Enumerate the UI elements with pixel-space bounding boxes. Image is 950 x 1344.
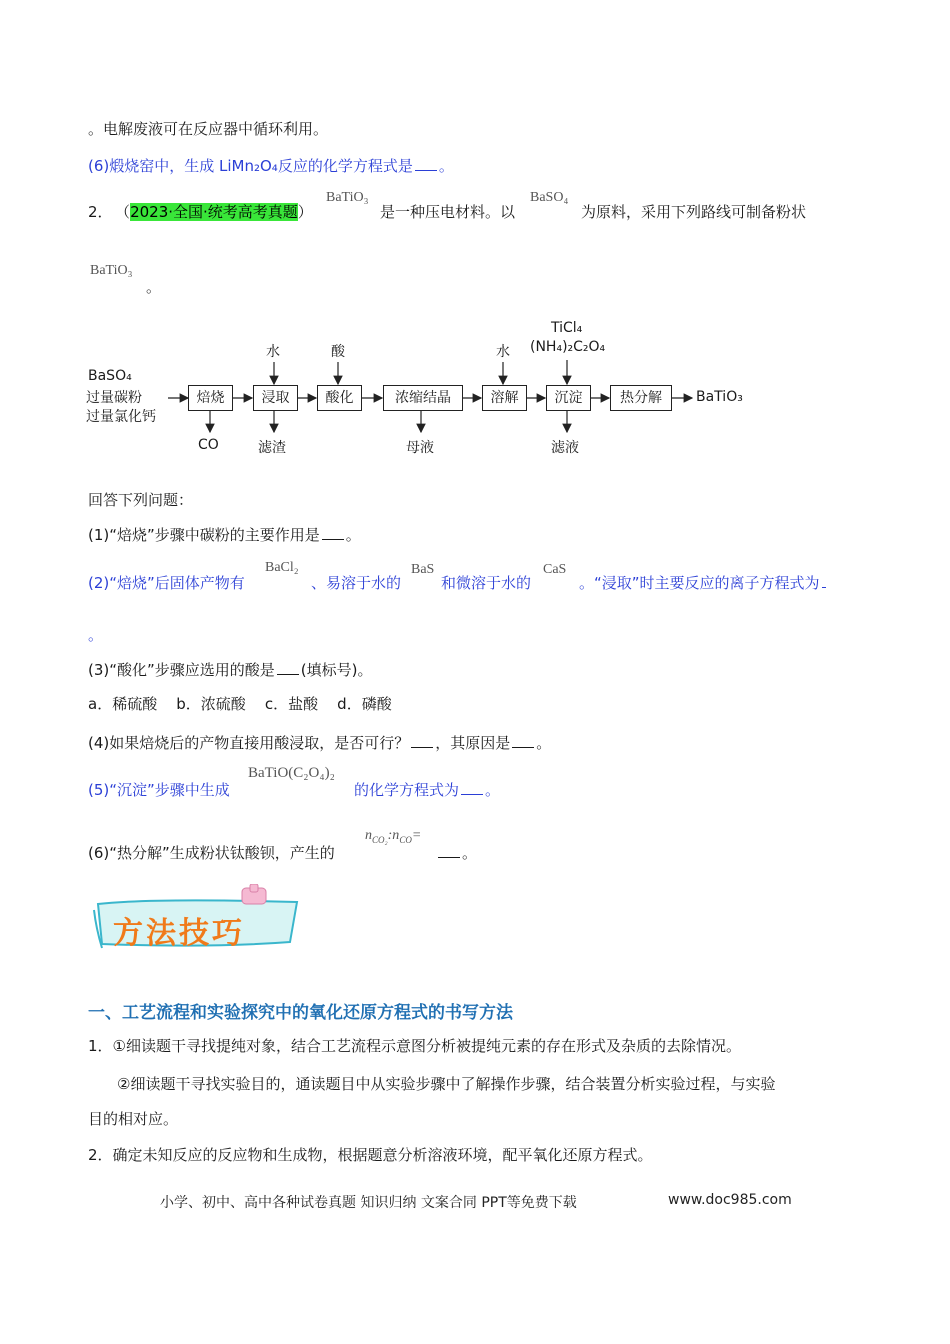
text-segment: 是一种压电材料。以 [380,203,516,221]
question-6b-part-a: (6)“热分解”生成粉状钛酸钡，产生的 [88,844,335,862]
punct: 。 [485,781,501,799]
flow-step-leach: 浸取 [253,385,298,411]
question-2-part-c: 和微溶于水的 [441,574,532,592]
flow-top-input: 酸 [331,344,345,360]
question-1-line [88,524,361,545]
method-step-2: 2．确定未知反应的反应物和生成物，根据题意分析溶液环境，配平氧化还原方程式。 [88,1146,653,1164]
flow-output: CO [198,437,219,453]
question-5-part-a: (5)“沉淀”步骤中生成 [88,781,230,799]
method-step-1b: ②细读题干寻找实验目的，通读题目中从实验步骤中了解操作步骤，结合装置分析实验过程，与实验 [117,1075,776,1093]
flow-input: 过量碳粉 [86,390,142,406]
question-number: 2． [88,203,113,221]
section-heading: 一、工艺流程和实验探究中的氧化还原方程式的书写方法 [88,1003,513,1023]
question-text: (3)“酸化”步骤应选用的酸是 [88,661,275,679]
flow-input: 过量氯化钙 [86,409,156,425]
formula-batio-c2o4: BaTiO(C₂O₄)₂ [248,765,335,781]
flow-step-crystallize: 浓缩结晶 [383,385,463,411]
flow-top-input: 水 [266,344,280,360]
formula-part: = [411,828,422,843]
question-2-part-b: 、易溶于水的 [311,574,402,592]
punct: 。 [88,626,104,644]
question-text: ，其原因是 [435,734,511,752]
answer-intro: 回答下列问题： [88,491,194,509]
formula-part: CO₂ [372,834,388,845]
method-step-1: 1．①细读题干寻找提纯对象，结合工艺流程示意图分析被提纯元素的存在形式及杂质的去除情况。 [88,1037,741,1055]
question-2-part-d [579,572,828,593]
formula-part: CO [399,834,412,845]
text-line: 。电解废液可在反应器中循环利用。 [88,120,329,138]
banner-title: 方法技巧 [113,916,245,951]
question-5-line [354,779,500,800]
flow-top-input: (NH₄)₂C₂O₄ [530,339,606,355]
question-3-options: a．稀硫酸 b．浓硫酸 c．盐酸 d．磷酸 [88,695,392,713]
formula-baso4: BaSO₄ [530,190,569,205]
punct: 。 [345,526,361,544]
question-text: (6)煅烧窑中，生成 LiMn₂O₄反应的化学方程式是 [88,157,413,175]
answer-blank[interactable] [322,527,344,540]
formula-part: :n [387,828,400,843]
answer-blank[interactable] [822,575,826,588]
question-text: (填标号)。 [300,661,373,679]
flow-step-roast: 焙烧 [188,385,233,411]
flow-output: 滤渣 [258,440,286,456]
source-tag: 2023·全国·统考高考真题 [130,203,298,221]
flow-top-input: 水 [496,344,510,360]
question-text: 的化学方程式为 [354,781,460,799]
answer-blank[interactable] [277,662,299,675]
question-6b-end [436,842,477,863]
method-step-1c: 目的相对应。 [88,1110,179,1128]
flow-step-thermal-decompose: 热分解 [610,385,672,411]
formula-mole-ratio [365,828,421,845]
flow-step-acidify: 酸化 [317,385,362,411]
formula-bas: BaS [411,562,435,577]
formula-part: n [365,828,372,843]
question-2-part-a: (2)“焙烧”后固体产物有 [88,574,245,592]
footer-url[interactable]: www.doc985.com [668,1192,792,1208]
answer-blank[interactable] [438,845,460,858]
question-text: (4)如果焙烧后的产物直接用酸浸取，是否可行？ [88,734,410,752]
question-4-line [88,732,551,753]
text-segment: 为原料，采用下列路线可制备粉状 [581,203,807,221]
question-text: (1)“焙烧”步骤中碳粉的主要作用是 [88,526,320,544]
question-text: 。“浸取”时主要反应的离子方程式为 [579,574,820,592]
formula-bacl2: BaCl₂ [265,560,299,575]
flow-top-input: TiCl₄ [551,320,583,336]
flow-step-precipitate: 沉淀 [546,385,591,411]
punct: 。 [462,844,478,862]
flow-output: 母液 [406,440,434,456]
punct: 。 [146,278,162,296]
answer-blank[interactable] [411,735,433,748]
paren: ） [297,203,313,221]
formula-batio3: BaTiO₃ [326,190,369,205]
question-3-line [88,659,373,680]
punct: 。 [536,734,552,752]
flow-output: 滤液 [551,440,579,456]
answer-blank[interactable] [512,735,534,748]
formula-batio3: BaTiO₃ [90,263,133,278]
answer-blank[interactable] [461,782,483,795]
flow-product: BaTiO₃ [696,389,743,405]
flow-arrows [0,0,950,470]
punct: 。 [438,157,454,175]
formula-cas: CaS [543,562,567,577]
footer-text: 小学、初中、高中各种试卷真题 知识归纳 文案合同 PPT等免费下载 [160,1195,577,1211]
flow-step-dissolve: 溶解 [482,385,527,411]
paren: （ [122,203,131,221]
flow-input: BaSO₄ [88,368,132,384]
